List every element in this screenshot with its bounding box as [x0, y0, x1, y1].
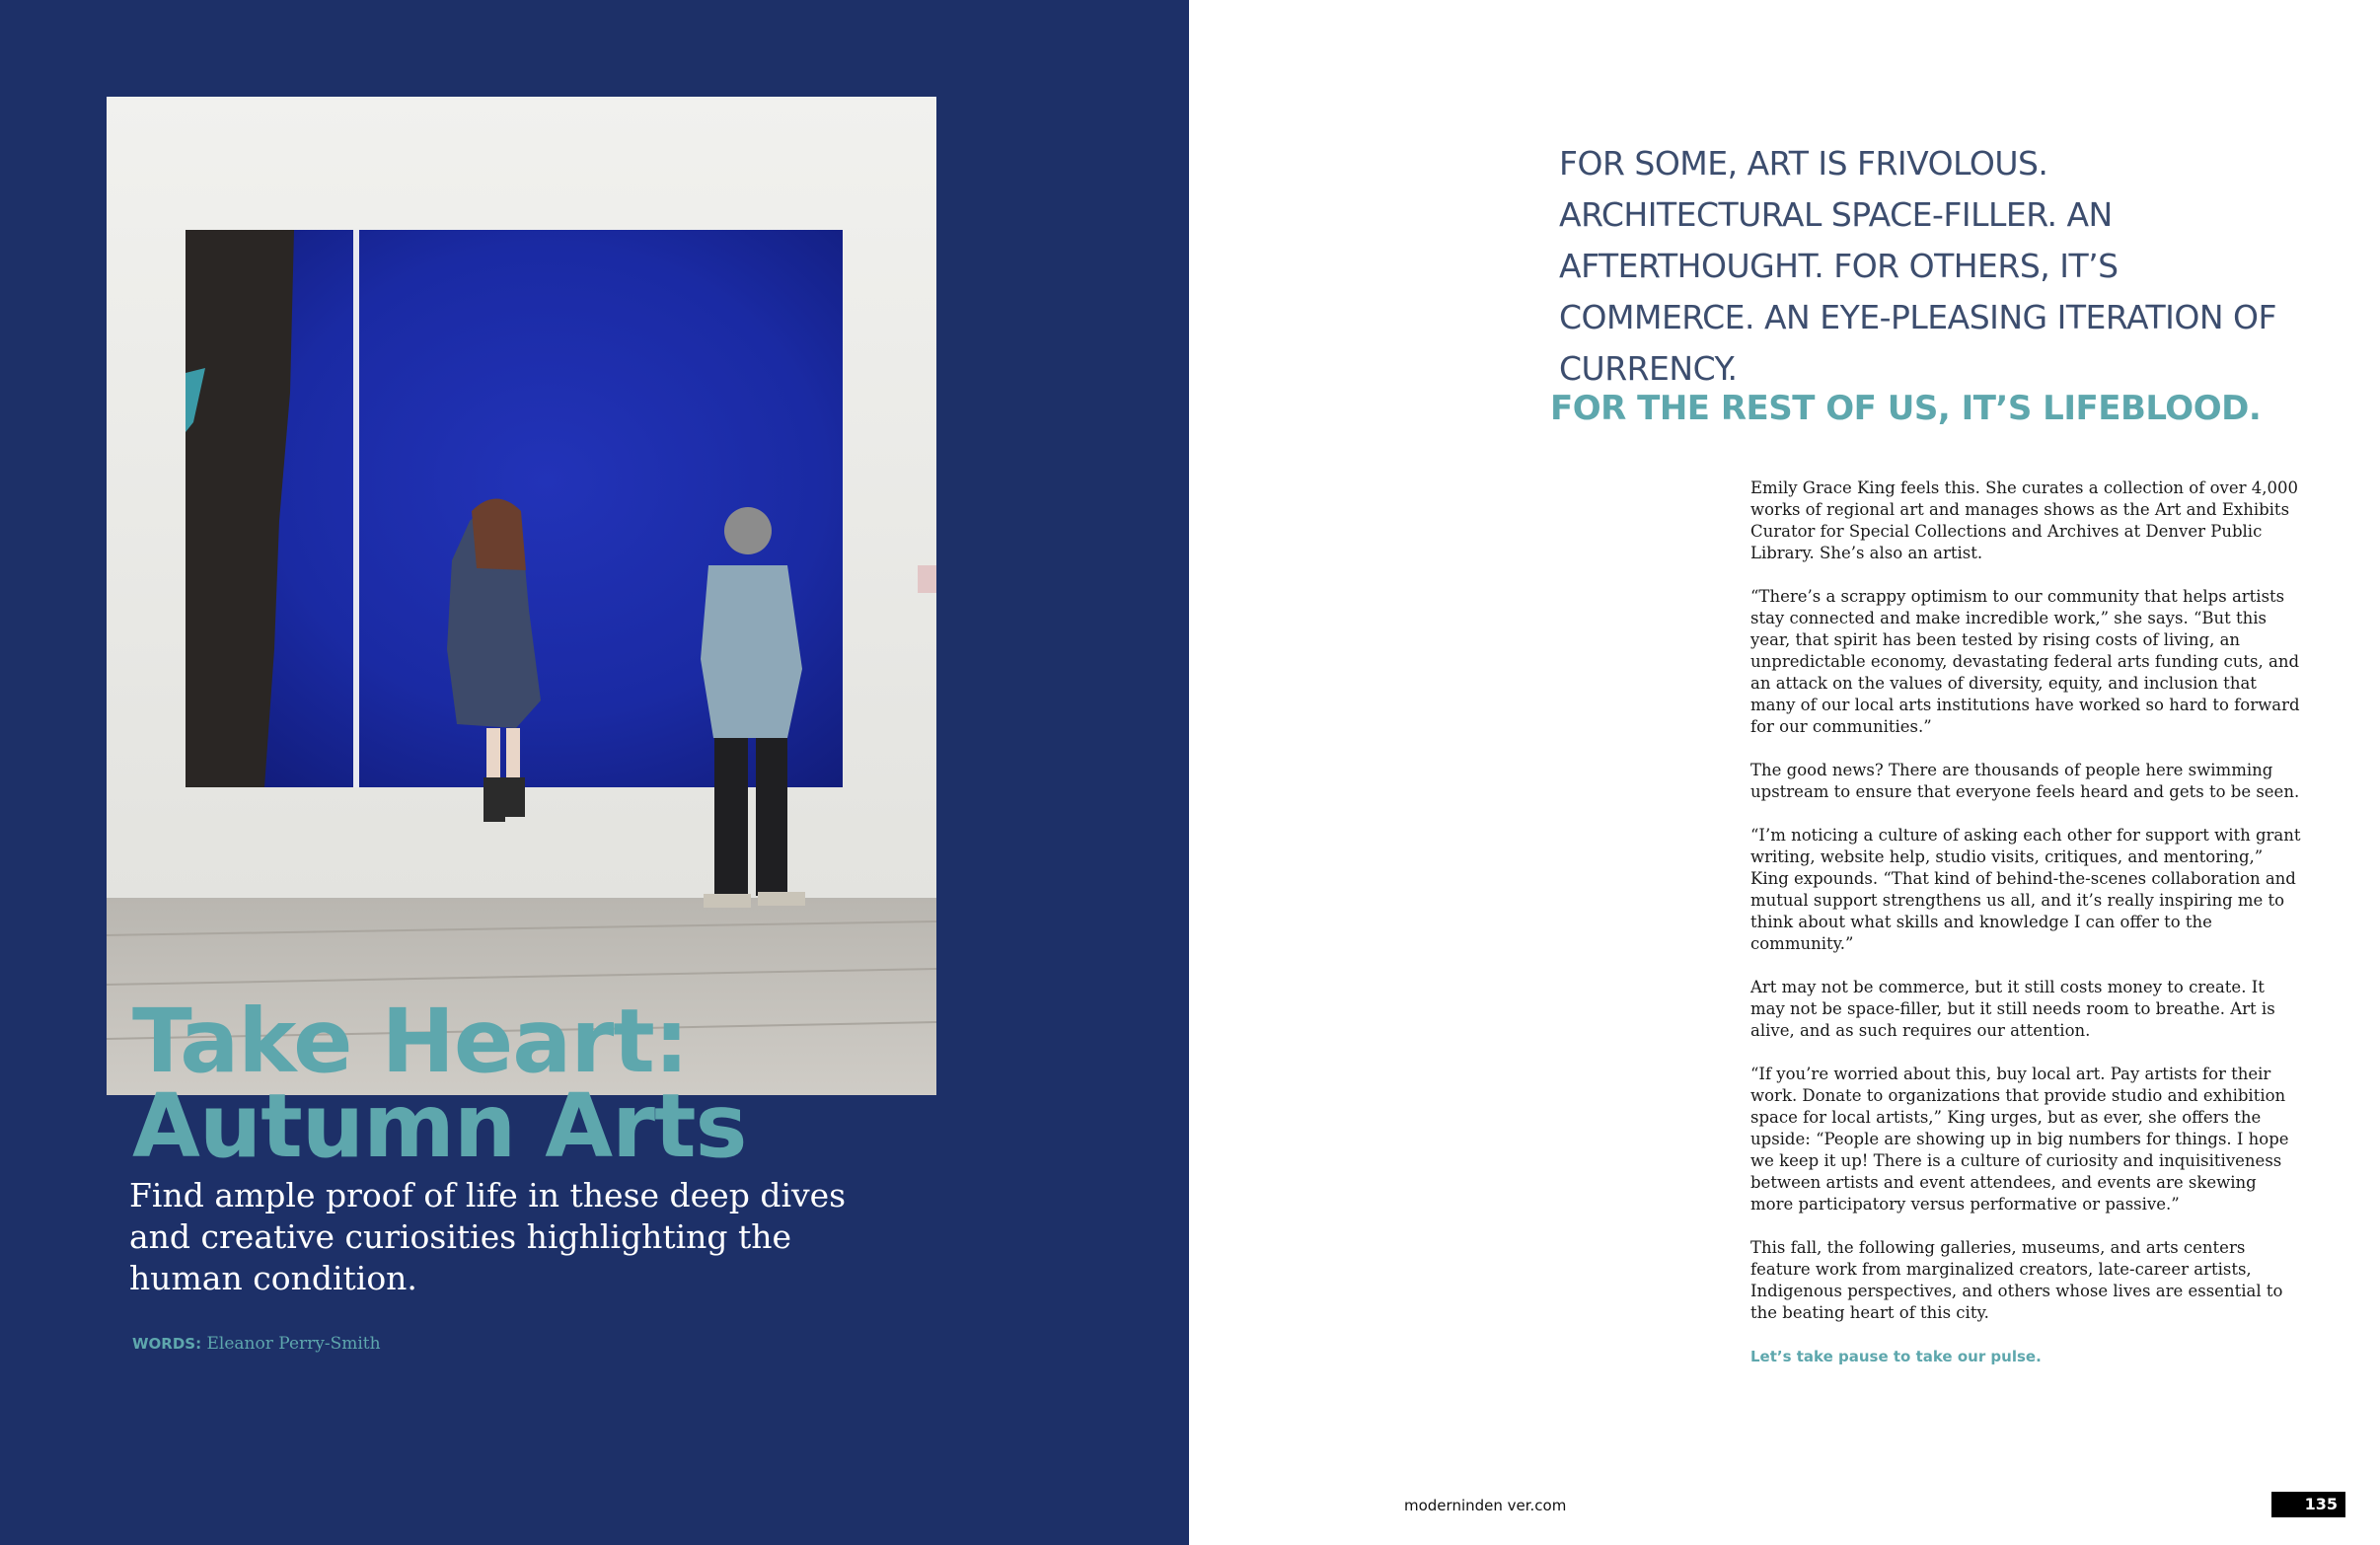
footer-url: moderninden ver.com: [1404, 1497, 1567, 1514]
pull-quote: FOR SOME, ART IS FRIVOLOUS. ARCHITECTURAL SPACE-FILLER. AN AFTERTHOUGHT. FOR OTHERS, IT’S COMMERCE. AN EYE-PLEASING ITERATION OF CURRENCY.: [1559, 144, 2276, 388]
body-paragraph: This fall, the following galleries, museums, and arts centers feature work from marginalized creators, late-career artists, Indigenous perspectives, and others whose lives are essential to the beating heart of this city.: [1750, 1238, 2283, 1322]
byline-label: WORDS:: [132, 1335, 202, 1353]
body-paragraph: “If you’re worried about this, buy local art. Pay artists for their work. Donate to organizations that provide studio and exhibition space for local artists,” King urges, but as ever, she offers the upside: “People are showing up in big numbers for things. I hope we keep it up! There is a culture of curiosity and inquisitiveness between artists and event attendees, and events are skewing more participatory versus performative or passive.”: [1750, 1065, 2289, 1214]
lifeblood-heading: FOR THE REST OF US, IT’S LIFEBLOOD.: [1550, 389, 2262, 428]
body-paragraph: Emily Grace King feels this. She curates a collection of over 4,000 works of regional art and manages shows as the Art and Exhibits Curator for Special Collections and Archives at Denver Public Library. She’s also an artist.: [1750, 478, 2298, 562]
right-page: [1189, 0, 2380, 1545]
body-paragraph: “I’m noticing a culture of asking each other for support with grant writing, website help, studio visits, critiques, and mentoring,” King expounds. “That kind of behind-the-scenes collaboration and mutual support strengthens us all, and it’s really inspiring me to think about what skills and knowledge I can offer to the community.”: [1750, 826, 2301, 953]
article-deck: Find ample proof of life in these deep dives and creative curiosities highlighting the human condition.: [129, 1176, 847, 1297]
byline-author: Eleanor Perry-Smith: [206, 1334, 381, 1354]
gallery-photo: [107, 97, 936, 1095]
body-paragraph: The good news? There are thousands of people here swimming upstream to ensure that everyone feels heard and gets to be seen.: [1750, 761, 2300, 801]
left-page: [0, 0, 1189, 1545]
body-column: [1750, 478, 2303, 1389]
title-line-1: Take Heart:: [132, 990, 689, 1092]
byline: [132, 1334, 381, 1354]
closing-line: Let’s take pause to take our pulse.: [1750, 1348, 2042, 1365]
body-paragraph: Art may not be commerce, but it still costs money to create. It may not be space-filler, but it still needs room to breathe. Art is alive, and as such requires our attention.: [1750, 978, 2275, 1040]
title-line-2: Autumn Arts: [132, 1074, 747, 1177]
body-paragraph: “There’s a scrappy optimism to our community that helps artists stay connected and make incredible work,” she says. “But this year, that spirit has been tested by rising costs of living, an unpredictable economy, devastating federal arts funding cuts, and an attack on the values of diversity, equity, and inclusion that many of our local arts institutions have worked so hard to forward for our communities.”: [1750, 587, 2300, 736]
article-title: [132, 990, 747, 1177]
page-number: 135: [2271, 1492, 2345, 1517]
